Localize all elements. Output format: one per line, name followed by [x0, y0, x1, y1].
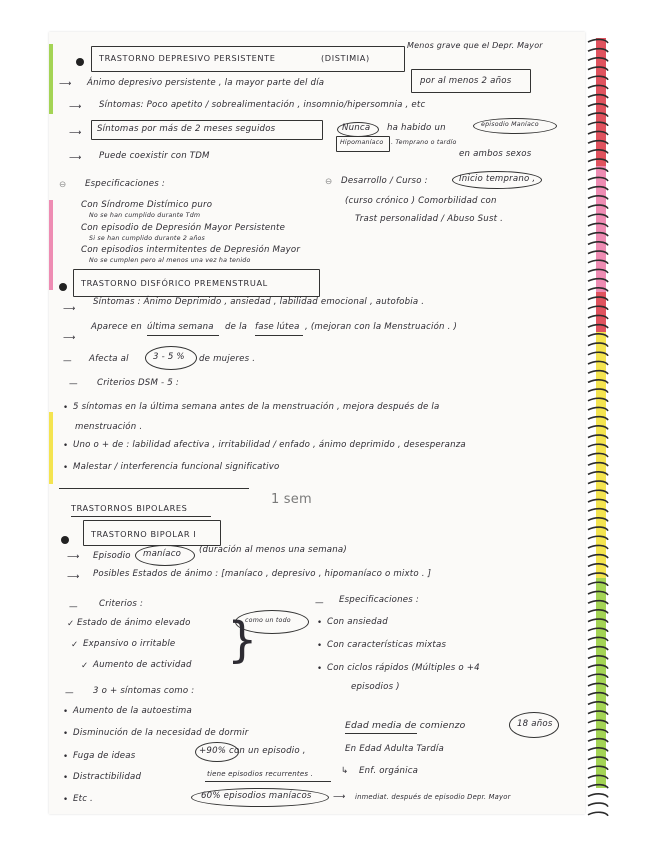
spiral-loop: [588, 306, 608, 310]
dysphoric-line-1: Síntomas : Ánimo Deprimido , ansiedad , labilidad emocional , autofobia .: [93, 297, 425, 307]
duration-label: (duración al menos una semana): [199, 545, 347, 555]
criterion-3: Aumento de actividad: [93, 660, 192, 670]
personality-label: Trast personalidad / Abuso Sust .: [355, 214, 504, 224]
early-late-label: . Temprano o tardío: [391, 139, 457, 146]
arrow-icon: ⟶: [63, 333, 76, 343]
spiral-loop: [588, 159, 608, 163]
distimia-line-3: Síntomas por más de 2 meses seguidos: [97, 124, 276, 134]
spec-heading: Especificaciones :: [339, 595, 419, 605]
symptom-2: Disminución de la necesidad de dormir: [73, 728, 249, 738]
spiral-loop: [588, 729, 608, 733]
spiral-loop: [588, 39, 608, 43]
spiral-loop: [588, 343, 608, 347]
spiral-loop: [588, 141, 608, 145]
spiral-loop: [588, 407, 608, 411]
bullet: •: [63, 707, 69, 717]
organic-label: Enf. orgánica: [359, 766, 419, 776]
criteria-label: Criterios DSM - 5 :: [97, 378, 179, 388]
spiral-loop: [588, 656, 608, 660]
spiral-loop: [588, 628, 608, 632]
spiral-loop: [588, 371, 608, 375]
stripe-green: [49, 44, 53, 114]
spiral-loop: [588, 389, 608, 393]
bipolar-heading: TRASTORNOS BIPOLARES: [71, 503, 188, 513]
spiral-loop: [588, 591, 608, 595]
spiral-loop: [588, 757, 608, 761]
spiral-loop: [588, 168, 608, 172]
spiral-loop: [588, 812, 608, 816]
arrow-icon: ⊖: [325, 177, 333, 187]
stripe-pink: [49, 200, 53, 290]
spiral-loop: [588, 196, 608, 200]
spec-heading: Especificaciones :: [85, 179, 165, 189]
spiral-loop: [588, 187, 608, 191]
spiral-loop: [588, 260, 608, 264]
criterion-2: Expansivo o irritable: [83, 639, 176, 649]
underline: [71, 516, 211, 517]
spiral-loop: [588, 361, 608, 365]
spiral-loop: [588, 720, 608, 724]
bullet-dot: [61, 536, 69, 544]
spiral-loop: [588, 536, 608, 540]
bullet: •: [317, 618, 323, 628]
has-been-label: ha habido un: [387, 123, 446, 133]
spec-2: Con episodio de Depresión Mayor Persistente: [81, 223, 286, 233]
spiral-loop: [588, 499, 608, 503]
note-less-severe: Menos grave que el Depr. Mayor: [407, 41, 543, 50]
spiral-loop: [588, 509, 608, 513]
spiral-loop: [588, 214, 608, 218]
dash-icon: —: [69, 379, 78, 389]
dash-icon: —: [69, 602, 78, 612]
spiral-loop: [588, 463, 608, 467]
spiral-loop: [588, 58, 608, 62]
symptom-4: Distractibilidad: [73, 772, 142, 782]
spiral-loop: [588, 417, 608, 421]
affects-label: Afecta al: [89, 354, 129, 364]
spiral-loop: [588, 610, 608, 614]
spiral-loop: [588, 711, 608, 715]
distimia-line-1b: por al menos 2 años: [420, 76, 512, 86]
spiral-loop: [588, 775, 608, 779]
percent-label: 3 - 5 %: [153, 352, 185, 362]
spiral-loop: [588, 453, 608, 457]
spiral-loop: [588, 665, 608, 669]
spiral-loop: [588, 674, 608, 678]
arrow-icon: ⟶: [69, 102, 82, 112]
arrow-icon: ⟶: [69, 153, 82, 163]
spiral-loop: [588, 131, 608, 135]
early-onset-label: Inicio temprano ,: [459, 174, 536, 184]
bipolar-spec-3: Con ciclos rápidos (Múltiples o +4: [327, 663, 480, 673]
course-label: Desarrollo / Curso :: [341, 176, 428, 186]
divider-line: [59, 488, 249, 489]
criteria-heading: Criterios :: [99, 599, 144, 609]
spiral-loop: [588, 233, 608, 237]
spiral-loop: [588, 803, 608, 807]
bullet: •: [317, 664, 323, 674]
spiral-loop: [588, 85, 608, 89]
bullet: •: [63, 729, 69, 739]
spiral-loop: [588, 279, 608, 283]
arrow-icon: ↳: [341, 766, 349, 776]
spiral-loop: [588, 702, 608, 706]
bullet: •: [63, 773, 69, 783]
spiral-loop: [588, 739, 608, 743]
bipolar-spec-2: Con características mixtas: [327, 640, 447, 650]
criterion-1: Estado de ánimo elevado: [77, 618, 191, 628]
of-the-label: de la: [225, 322, 248, 332]
bullet: •: [317, 641, 323, 651]
distimia-line-2: Síntomas: Poco apetito / sobrealimentación , insomnio/hipersomnia , etc: [99, 100, 426, 110]
spiral-loop: [588, 67, 608, 71]
onset-age-label: Edad media de comienzo: [345, 720, 466, 731]
spiral-loop: [588, 380, 608, 384]
pencil-note: 1 sem: [271, 492, 312, 507]
spiral-loop: [588, 104, 608, 108]
spiral-loop: [588, 518, 608, 522]
spiral-loop: [588, 794, 608, 798]
spiral-loop: [588, 76, 608, 80]
symptom-5: Etc .: [73, 794, 93, 804]
dash-icon: —: [65, 688, 74, 698]
women-label: de mujeres .: [199, 354, 256, 364]
spiral-loop: [588, 619, 608, 623]
spiral-loop: [588, 527, 608, 531]
spiral-loop: [588, 398, 608, 402]
underline: [345, 733, 417, 734]
spiral-loop: [588, 269, 608, 273]
spiral-loop: [588, 785, 608, 789]
stat-2: tiene episodios recurrentes .: [207, 770, 314, 778]
section-title-paren: (DISTIMIA): [321, 53, 370, 63]
spiral-loop: [588, 647, 608, 651]
check-icon: ✓: [81, 661, 89, 671]
as-a-whole-label: como un todo: [245, 617, 291, 624]
hypomanic-label: Hipomaníaco: [340, 139, 384, 146]
dysphoric-line-5b: menstruación .: [75, 422, 143, 432]
spiral-loop: [588, 177, 608, 181]
spiral-loop: [588, 564, 608, 568]
bullet: •: [63, 752, 69, 762]
spec-1-sub: No se han cumplido durante Tdm: [89, 212, 201, 219]
late-adulthood-label: En Edad Adulta Tardía: [345, 744, 444, 754]
spiral-loop: [588, 693, 608, 697]
bullet: •: [63, 403, 69, 413]
underline: [205, 781, 331, 782]
spiral-loop: [588, 113, 608, 117]
dash-icon: —: [63, 356, 72, 366]
arrow-icon: ⟶: [333, 792, 346, 802]
stripe-yellow: [49, 412, 53, 484]
spiral-loop: [588, 748, 608, 752]
spiral-loop: [588, 297, 608, 301]
spiral-loop: [588, 601, 608, 605]
spiral-loop: [588, 150, 608, 154]
underline: [147, 335, 219, 336]
arrow-icon: ⊖: [59, 180, 67, 190]
notebook-page: [49, 32, 585, 814]
section-title-distimia: TRASTORNO DEPRESIVO PERSISTENTE: [99, 53, 276, 63]
arrow-icon: ⟶: [67, 552, 80, 562]
spiral-loop: [588, 49, 608, 53]
bipolar-spec-3b: episodios ): [351, 682, 400, 692]
spiral-loop: [588, 490, 608, 494]
spec-2-sub: Si se han cumplido durante 2 años: [89, 235, 206, 242]
spec-3: Con episodios intermitentes de Depresión Mayor: [81, 245, 301, 255]
section-title-dysphoric: TRASTORNO DISFÓRICO PREMENSTRUAL: [81, 278, 268, 288]
spiral-loop: [588, 334, 608, 338]
bullet: •: [63, 441, 69, 451]
spiral-loop: [588, 555, 608, 559]
chronic-course-label: (curso crónico ) Comorbilidad con: [345, 196, 497, 206]
spiral-loop: [588, 122, 608, 126]
improves-label: , (mejoran con la Menstruación . ): [305, 322, 458, 332]
stat-4: inmediat. después de episodio Depr. Mayor: [355, 793, 511, 801]
spiral-loop: [588, 288, 608, 292]
brace-icon: }: [227, 612, 258, 668]
three-symptoms: 3 o + síntomas como :: [93, 686, 195, 696]
underline: [255, 335, 303, 336]
spiral-loop: [588, 582, 608, 586]
spiral-loop: [588, 435, 608, 439]
symptom-1: Aumento de la autoestima: [73, 706, 192, 716]
spiral-loop: [588, 95, 608, 99]
spiral-loop: [588, 472, 608, 476]
spiral-loop: [588, 573, 608, 577]
bullet: •: [63, 795, 69, 805]
spiral-loop: [588, 315, 608, 319]
spiral-loop: [588, 426, 608, 430]
bullet-dot: [76, 58, 84, 66]
never-label: Nunca: [342, 123, 371, 133]
dysphoric-line-6: Uno o + de : labilidad afectiva , irritabilidad / enfado , ánimo deprimido , desesperanza: [73, 440, 466, 450]
arrow-icon: ⟶: [63, 304, 76, 314]
spiral-loop: [588, 683, 608, 687]
spiral-loop: [588, 481, 608, 485]
spiral-loop: [588, 444, 608, 448]
bipolar-spec-1: Con ansiedad: [327, 617, 388, 627]
spiral-loop: [588, 325, 608, 329]
last-week-label: última semana: [147, 322, 214, 332]
manic-episode-label: episodio Maníaco: [481, 121, 539, 128]
appears-label: Aparece en: [91, 322, 142, 332]
check-icon: ✓: [71, 640, 79, 650]
spiral-loop: [588, 242, 608, 246]
spiral-loop: [588, 545, 608, 549]
both-sexes-label: en ambos sexos: [459, 149, 532, 159]
episode-label: Episodio: [93, 551, 131, 561]
symptom-3: Fuga de ideas: [73, 751, 136, 761]
spiral-loop: [588, 766, 608, 770]
luteal-label: fase lútea: [255, 322, 300, 332]
spiral-loop: [588, 223, 608, 227]
check-icon: ✓: [67, 619, 75, 629]
arrow-icon: ⟶: [67, 572, 80, 582]
spiral-loop: [588, 352, 608, 356]
dysphoric-line-5: 5 síntomas en la última semana antes de la menstruación , mejora después de la: [73, 402, 440, 412]
spiral-loop: [588, 205, 608, 209]
spiral-loop: [588, 637, 608, 641]
spiral-loop: [588, 251, 608, 255]
spec-1: Con Síndrome Distímico puro: [81, 200, 213, 210]
bipolar-i-title: TRASTORNO BIPOLAR I: [91, 529, 197, 539]
bullet: •: [63, 463, 69, 473]
manic-label: maníaco: [143, 549, 182, 559]
arrow-icon: ⟶: [69, 128, 82, 138]
dash-icon: —: [315, 598, 324, 608]
bullet-dot: [59, 283, 67, 291]
stat-3: 60% episodios maníacos: [201, 791, 312, 801]
onset-age-value: 18 años: [517, 719, 553, 729]
arrow-icon: ⟶: [59, 79, 72, 89]
spec-3-sub: No se cumplen pero al menos una vez ha tenido: [89, 257, 251, 264]
spiral-binding: [586, 36, 610, 826]
dysphoric-line-7: Malestar / interferencia funcional significativo: [73, 462, 280, 472]
distimia-line-4: Puede coexistir con TDM: [99, 151, 210, 161]
stat-1: +90% con un episodio ,: [199, 746, 306, 756]
distimia-line-1: Ánimo depresivo persistente , la mayor parte del día: [87, 78, 325, 88]
mood-states: Posibles Estados de ánimo : [maníaco , depresivo , hipomaníaco o mixto . ]: [93, 569, 432, 579]
